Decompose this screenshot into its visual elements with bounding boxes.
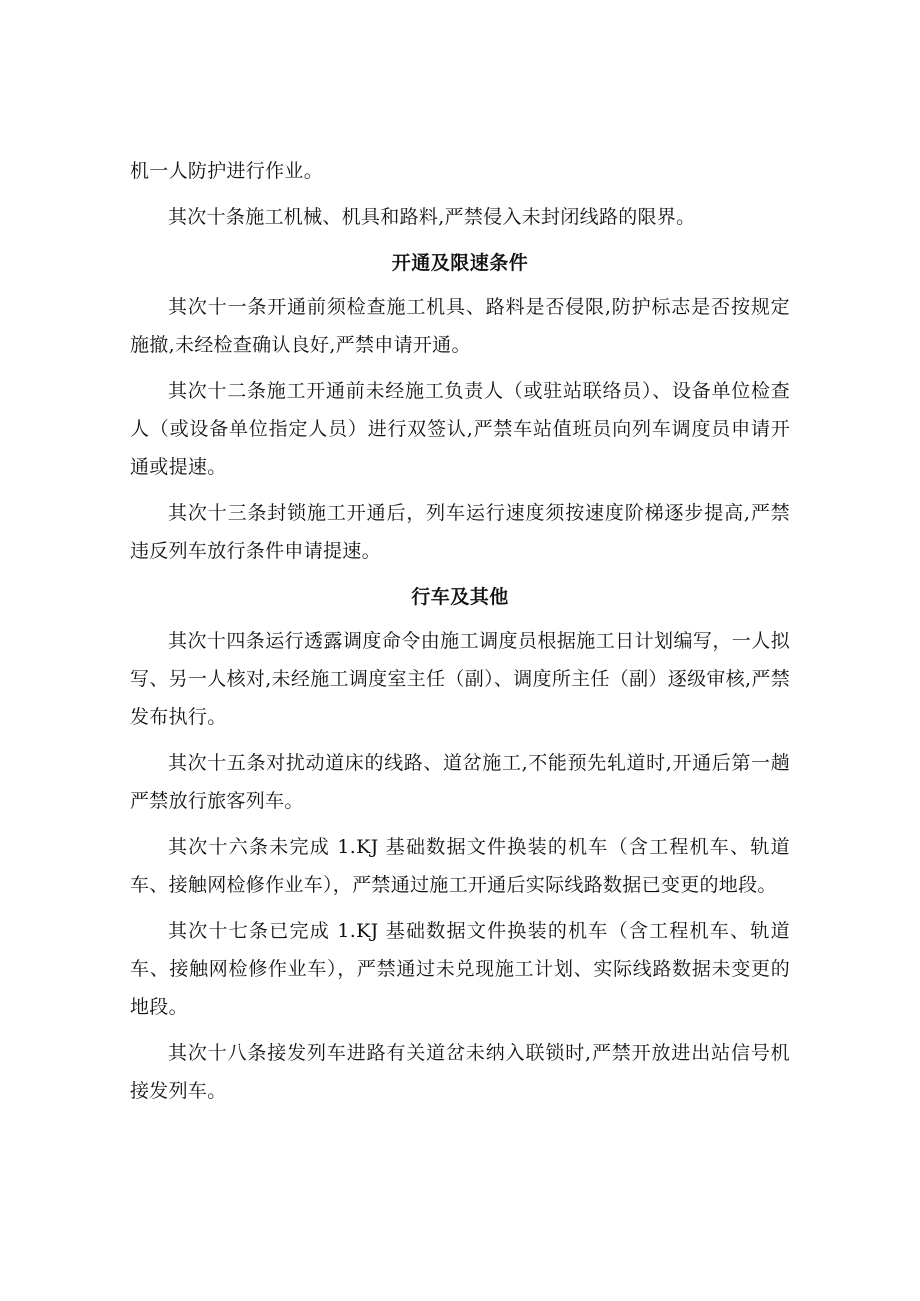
document-body	[130, 152, 790, 1118]
section-heading-operation-other: 行车及其他	[411, 586, 509, 608]
article-23: 其次十三条封锁施工开通后，列车运行速度须按速度阶梯逐步提高,严禁违反列车放行条件申请提速。	[130, 502, 790, 562]
article-28: 其次十八条接发列车进路有关道岔未纳入联锁时,严禁开放进出站信号机接发列车。	[130, 1042, 790, 1102]
article-26: 其次十六条未完成 1.KJ 基础数据文件换装的机车（含工程机车、轨道车、接触网检修作业车），严禁通过施工开通后实际线路数据已变更的地段。	[130, 836, 790, 896]
article-25: 其次十五条对扰动道床的线路、道岔施工,不能预先轧道时,开通后第一趟严禁放行旅客列车。	[130, 752, 790, 812]
section-heading-opening-speed: 开通及限速条件	[391, 252, 529, 274]
article-20: 其次十条施工机械、机具和路料,严禁侵入未封闭线路的限界。	[168, 206, 696, 228]
article-27: 其次十七条已完成 1.KJ 基础数据文件换装的机车（含工程机车、轨道车、接触网检修作业车），严禁通过未兑现施工计划、实际线路数据未变更的地段。	[130, 920, 790, 1018]
paragraph-continuation: 机一人防护进行作业。	[130, 160, 324, 182]
article-22: 其次十二条施工开通前未经施工负责人（或驻站联络员）、设备单位检查人（或设备单位指定人员）进行双签认,严禁车站值班员向列车调度员申请开通或提速。	[130, 380, 790, 478]
article-21: 其次十一条开通前须检查施工机具、路料是否侵限,防护标志是否按规定施撤,未经检查确认良好,严禁申请开通。	[130, 296, 790, 356]
article-24: 其次十四条运行透露调度命令由施工调度员根据施工日计划编写，一人拟写、另一人核对,未经施工调度室主任（副）、调度所主任（副）逐级审核,严禁发布执行。	[130, 630, 790, 728]
